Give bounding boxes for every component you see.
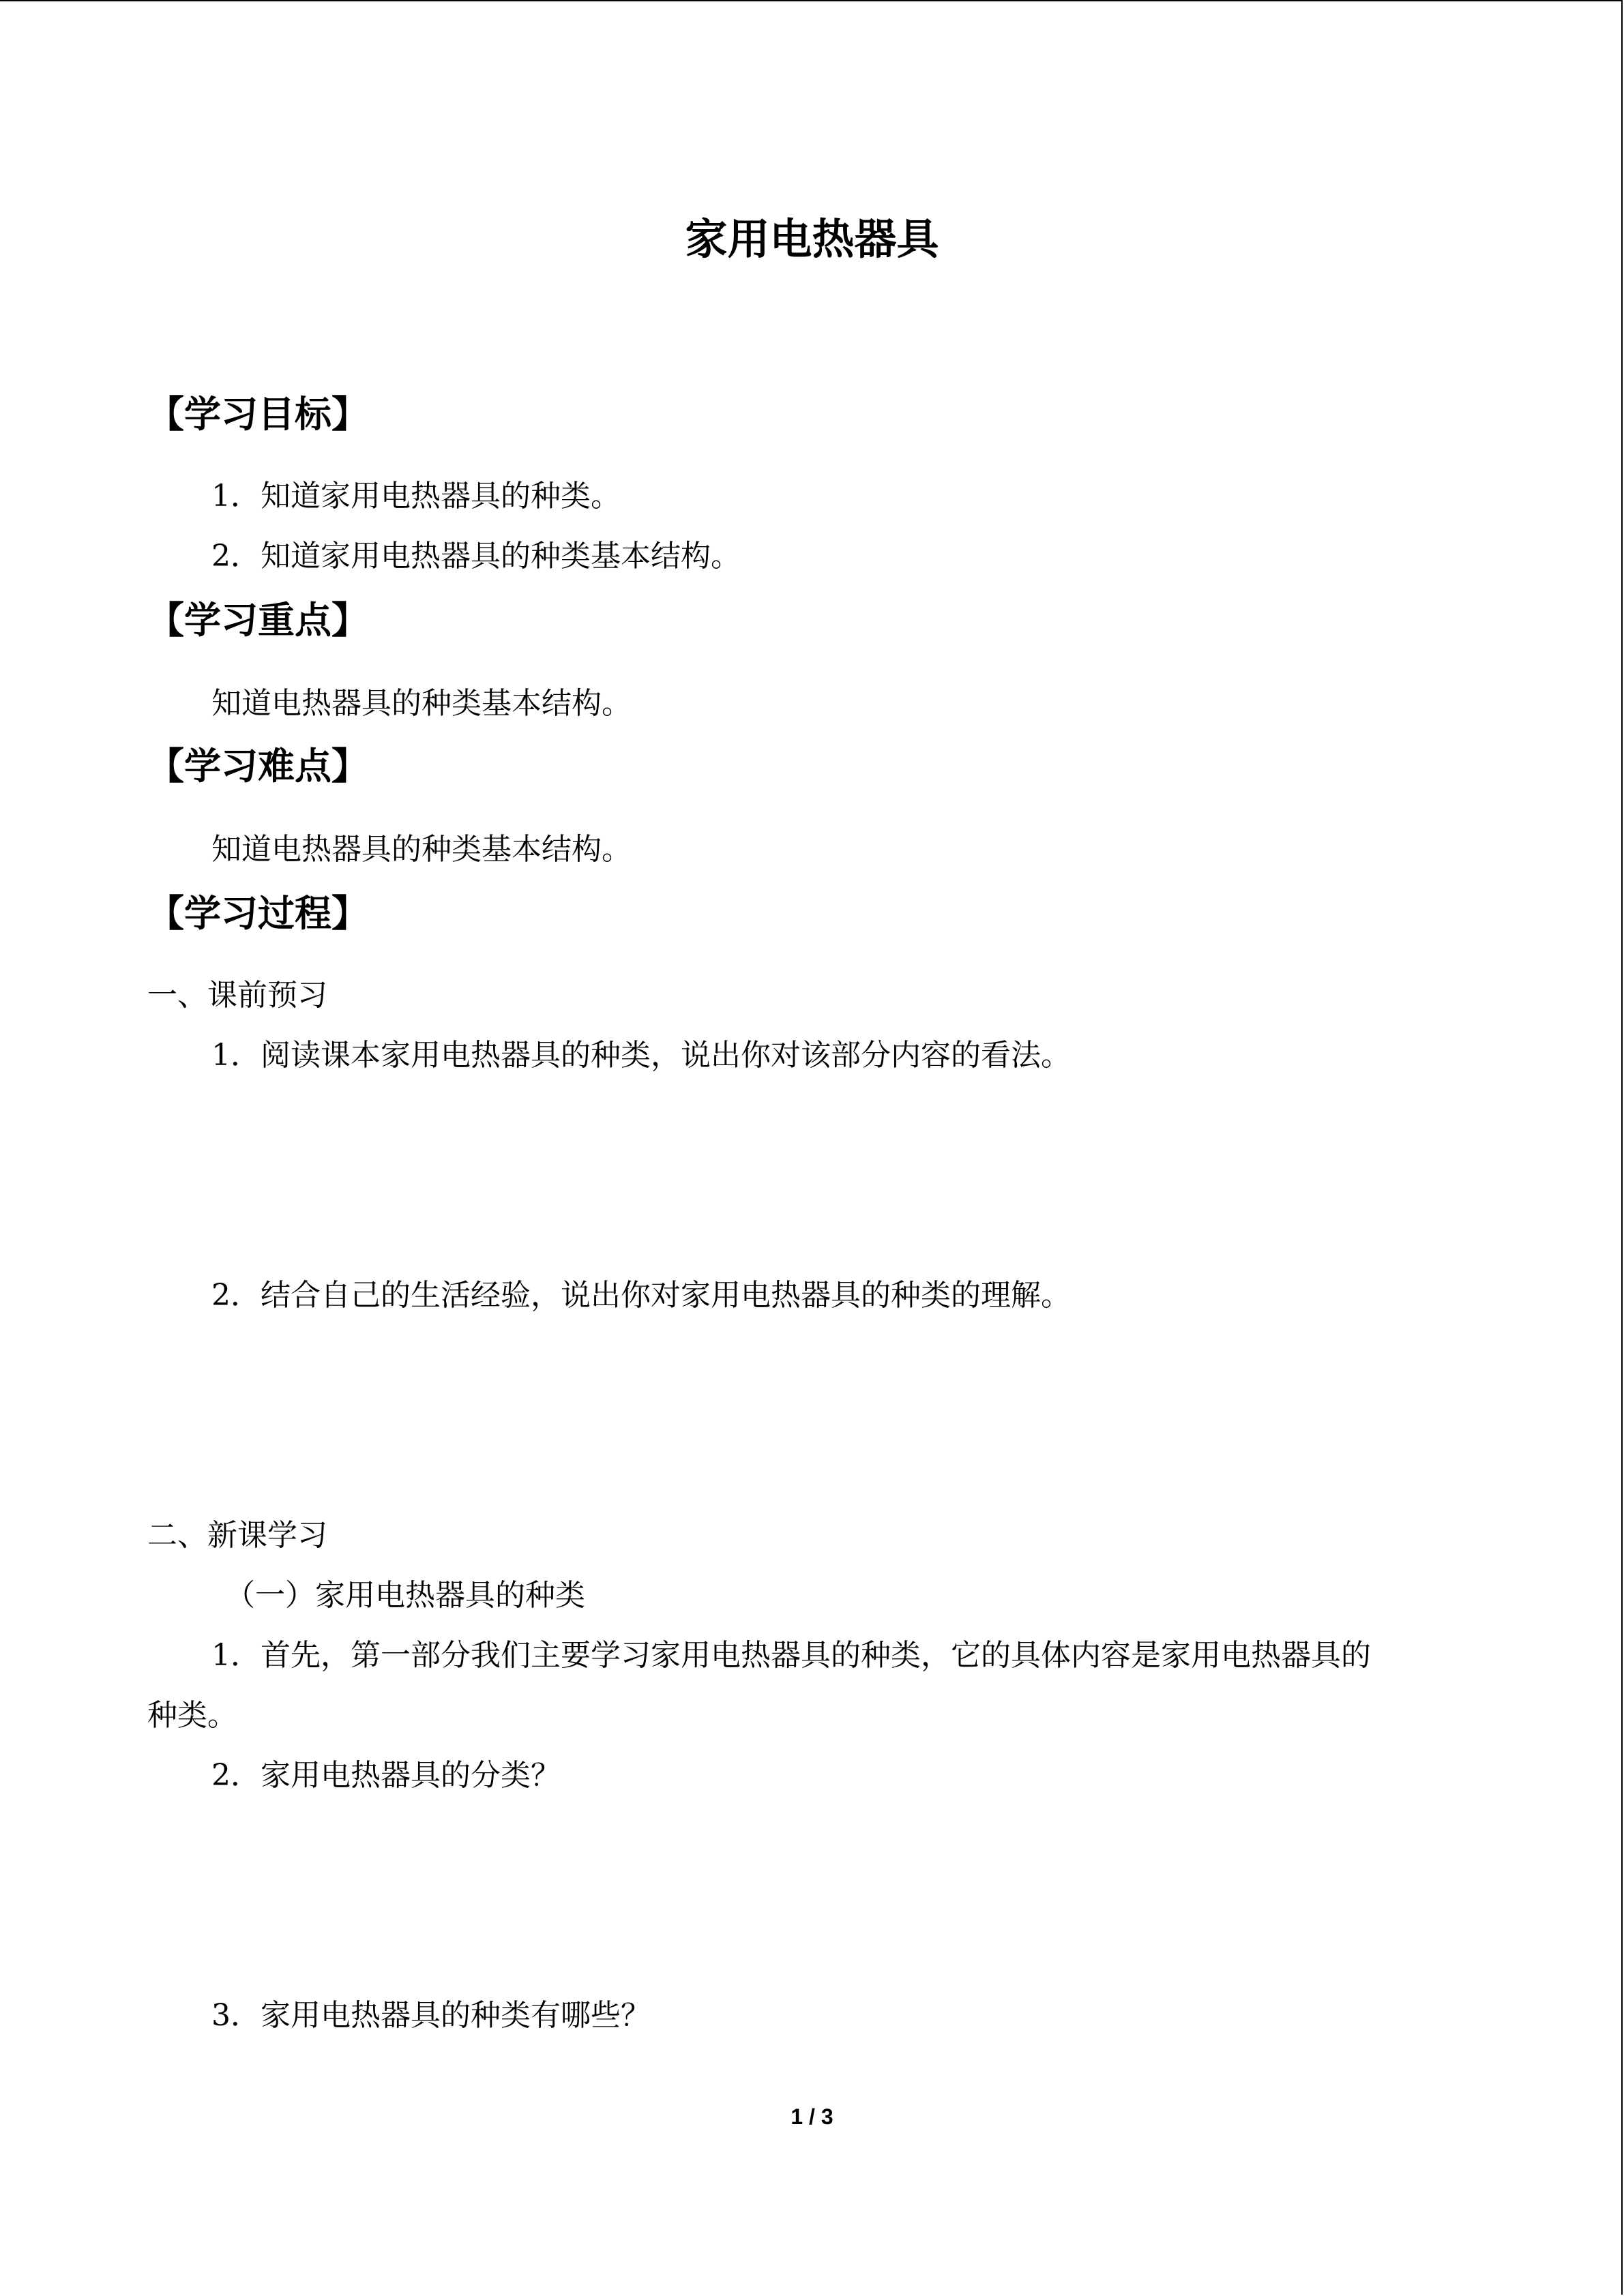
new-lesson-item-1-line-1: 1．首先，第一部分我们主要学习家用电热器具的种类，它的具体内容是家用电热器具的 — [211, 1638, 1371, 1673]
page-number: 1 / 3 — [791, 2104, 833, 2129]
section-heading-key-points: 【学习重点】 — [147, 598, 368, 642]
preview-item-2: 2．结合自己的生活经验，说出你对家用电热器具的种类的理解。 — [211, 1278, 1071, 1313]
document-title: 家用电热器具 — [685, 214, 939, 264]
preview-item-1: 1．阅读课本家用电热器具的种类，说出你对该部分内容的看法。 — [211, 1038, 1071, 1073]
objective-item-1: 1．知道家用电热器具的种类。 — [211, 479, 621, 513]
objective-item-2: 2．知道家用电热器具的种类基本结构。 — [211, 539, 741, 573]
new-lesson-item-2: 2．家用电热器具的分类？ — [211, 1758, 561, 1793]
section-heading-objectives: 【学习目标】 — [147, 392, 368, 436]
section-heading-process: 【学习过程】 — [147, 891, 368, 935]
new-lesson-label: 二、新课学习 — [147, 1518, 327, 1553]
new-lesson-subsection: （一）家用电热器具的种类 — [225, 1578, 585, 1613]
difficulties-text: 知道电热器具的种类基本结构。 — [211, 832, 632, 867]
key-points-text: 知道电热器具的种类基本结构。 — [211, 686, 632, 721]
preview-label: 一、课前预习 — [147, 978, 327, 1013]
section-heading-difficulties: 【学习难点】 — [147, 744, 368, 788]
new-lesson-item-3: 3．家用电热器具的种类有哪些？ — [211, 1998, 651, 2033]
new-lesson-item-1-line-2: 种类。 — [147, 1698, 237, 1733]
